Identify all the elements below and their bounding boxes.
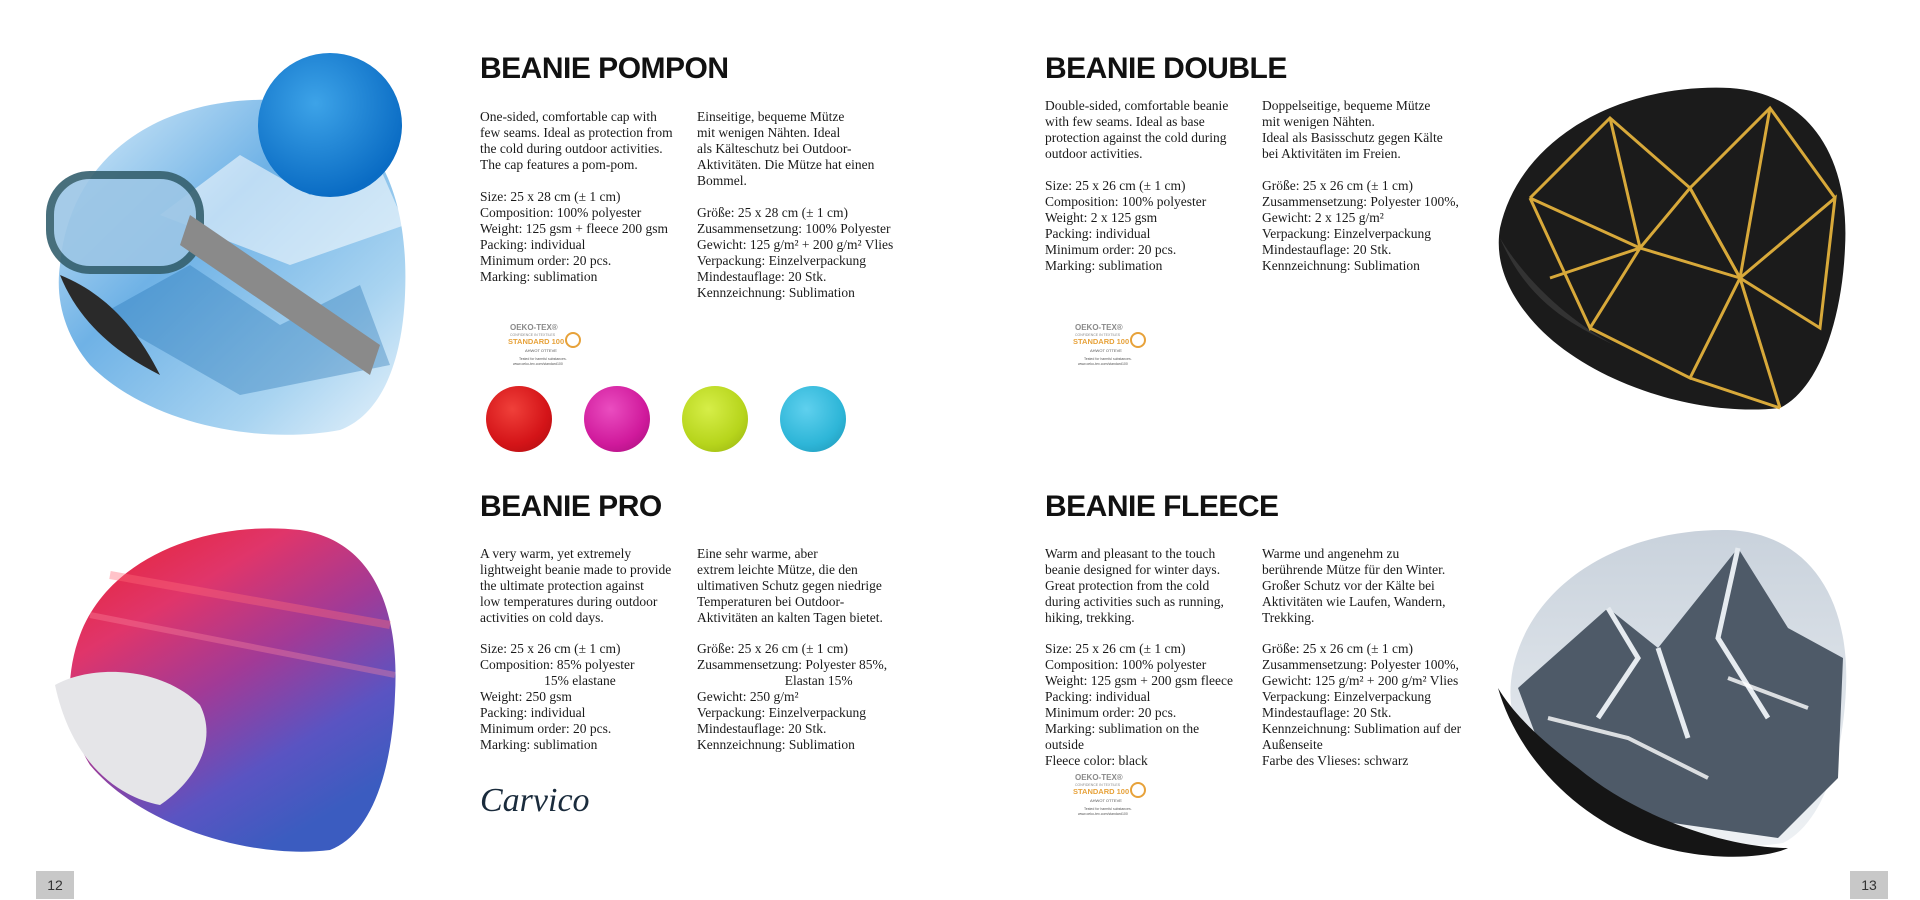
spec-line: Verpackung: Einzelverpackung (697, 705, 867, 720)
spec-line: Minimum order: 20 pcs. (480, 253, 612, 268)
beanie-pompon-image (40, 35, 440, 450)
spec-line: Mindestauflage: 20 Stk. (1262, 705, 1392, 720)
oeko-line-5: Tested for harmful substances. (1084, 807, 1132, 811)
spec-line: Marking: sublimation (480, 269, 598, 284)
spec-line: Size: 25 x 26 cm (± 1 cm) (1045, 178, 1186, 193)
spec-line: Farbe des Vlieses: schwarz (1262, 753, 1409, 768)
spec-line: Fleece color: black (1045, 753, 1148, 768)
spec-line: Gewicht: 250 g/m² (697, 689, 799, 704)
spec-line: Größe: 25 x 26 cm (± 1 cm) (697, 641, 848, 656)
oeko-line-4: AHWOT OTTEVE (525, 348, 557, 353)
spec-line: Packing: individual (480, 705, 586, 720)
spec-line: Größe: 25 x 26 cm (± 1 cm) (1262, 178, 1413, 193)
beanie-double-specs-de (1262, 178, 1459, 274)
spec-line: Verpackung: Einzelverpackung (1262, 226, 1432, 241)
spec-line: Zusammensetzung: Polyester 100%, (1262, 194, 1459, 209)
spec-line: Kennzeichnung: Sublimation (1262, 258, 1420, 273)
oeko-line-6: www.oeko-tex.com/standard100 (513, 362, 563, 366)
spec-line: Weight: 2 x 125 gsm (1045, 210, 1158, 225)
page-number-right: 13 (1850, 871, 1888, 899)
beanie-fleece-title: BEANIE FLEECE (1045, 490, 1279, 523)
spec-line: Packing: individual (480, 237, 586, 252)
spec-line: Zusammensetzung: 100% Polyester (697, 221, 891, 236)
beanie-pompon-description-en: One-sided, comfortable cap with few seams. Ideal as protection from the cold during outdoor activities. The cap features a pom-pom. (480, 109, 673, 172)
beanie-double-description-en: Double-sided, comfortable beanie with few seams. Ideal as base protection against the cold during outdoor activities. (1045, 98, 1229, 161)
spec-line: Minimum order: 20 pcs. (480, 721, 612, 736)
oeko-line-1: OEKO-TEX® (510, 323, 558, 332)
spec-line: Marking: sublimation (480, 737, 598, 752)
beanie-double-image (1490, 78, 1860, 418)
spec-line: Zusammensetzung: Polyester 100%, (1262, 657, 1459, 672)
beanie-fleece-specs-en (1045, 641, 1233, 769)
beanie-double-title: BEANIE DOUBLE (1045, 52, 1287, 85)
spec-line: outside (1045, 737, 1084, 752)
spec-line: Weight: 125 gsm + 200 gsm fleece (1045, 673, 1233, 688)
spec-line: Minimum order: 20 pcs. (1045, 705, 1177, 720)
pompom-swatch-cyan (780, 386, 846, 452)
spec-line: Marking: sublimation on the (1045, 721, 1200, 736)
spec-line: Gewicht: 125 g/m² + 200 g/m² Vlies (1262, 673, 1459, 688)
oeko-line-2: CONFIDENCE IN TEXTILES (510, 333, 556, 337)
oeko-line-3: STANDARD 100 (1073, 337, 1130, 346)
oeko-line-1: OEKO-TEX® (1075, 323, 1123, 332)
oeko-line-2: CONFIDENCE IN TEXTILES (1075, 783, 1121, 787)
oeko-line-2: CONFIDENCE IN TEXTILES (1075, 333, 1121, 337)
spec-line: 15% elastane (480, 673, 616, 688)
spec-line: Mindestauflage: 20 Stk. (697, 269, 827, 284)
spec-line: Größe: 25 x 28 cm (± 1 cm) (697, 205, 848, 220)
spec-line: Verpackung: Einzelverpackung (1262, 689, 1432, 704)
beanie-fleece-description-en: Warm and pleasant to the touch beanie designed for winter days. Great protection from the cold during activities such as running, hiking, trekking. (1045, 546, 1224, 625)
spec-line: Size: 25 x 28 cm (± 1 cm) (480, 189, 621, 204)
spec-line: Gewicht: 2 x 125 g/m² (1262, 210, 1384, 225)
spec-line: Composition: 85% polyester (480, 657, 635, 672)
beanie-fleece-description-de: Warme und angenehm zu berührende Mütze für den Winter. Großer Schutz vor der Kälte bei Aktivitäten wie Laufen, Wandern, Trekking. (1262, 546, 1446, 625)
beanie-fleece-specs-de (1262, 641, 1461, 769)
spec-line: Packing: individual (1045, 226, 1151, 241)
beanie-pompon-specs-de (697, 205, 893, 301)
spec-line: Marking: sublimation (1045, 258, 1163, 273)
oeko-line-4: AHWOT OTTEVE (1090, 348, 1122, 353)
spec-line: Composition: 100% polyester (1045, 657, 1207, 672)
spec-line: Packing: individual (1045, 689, 1151, 704)
beanie-fleece-image (1488, 518, 1858, 863)
spec-line: Weight: 125 gsm + fleece 200 gsm (480, 221, 668, 236)
page-number-left: 12 (36, 871, 74, 899)
pompom-swatch-magenta (584, 386, 650, 452)
oeko-tex-badge (1070, 772, 1160, 822)
oeko-line-6: www.oeko-tex.com/standard100 (1078, 812, 1128, 816)
beanie-double-description-de: Doppelseitige, bequeme Mütze mit wenigen Nähten. Ideal als Basisschutz gegen Kälte bei Aktivitäten im Freien. (1262, 98, 1443, 161)
beanie-double-specs-en (1045, 178, 1206, 274)
beanie-pro-specs-en (480, 641, 635, 753)
beanie-pro-description-de: Eine sehr warme, aber extrem leichte Mütze, die den ultimativen Schutz gegen niedrige Temperaturen bei Outdoor- Aktivitäten an kalten Tagen bietet. (697, 546, 883, 625)
spec-line: Größe: 25 x 26 cm (± 1 cm) (1262, 641, 1413, 656)
oeko-tex-badge (1070, 322, 1160, 372)
oeko-line-3: STANDARD 100 (508, 337, 565, 346)
spec-line: Elastan 15% (697, 673, 853, 688)
oeko-line-6: www.oeko-tex.com/standard100 (1078, 362, 1128, 366)
oeko-line-1: OEKO-TEX® (1075, 773, 1123, 782)
spec-line: Verpackung: Einzelverpackung (697, 253, 867, 268)
spec-line: Mindestauflage: 20 Stk. (1262, 242, 1392, 257)
beanie-pro-description-en: A very warm, yet extremely lightweight beanie made to provide the ultimate protection against low temperatures during outdoor activities on cold days. (480, 546, 672, 625)
pompom-swatch-red (486, 386, 552, 452)
oeko-line-5: Tested for harmful substances. (1084, 357, 1132, 361)
spec-line: Mindestauflage: 20 Stk. (697, 721, 827, 736)
pompom-swatch-lime (682, 386, 748, 452)
spec-line: Kennzeichnung: Sublimation auf der (1262, 721, 1462, 736)
oeko-line-4: AHWOT OTTEVE (1090, 798, 1122, 803)
beanie-pro-image (50, 515, 410, 855)
spec-line: Kennzeichnung: Sublimation (697, 285, 855, 300)
spec-line: Composition: 100% polyester (1045, 194, 1207, 209)
spec-line: Zusammensetzung: Polyester 85%, (697, 657, 888, 672)
beanie-pompon-description-de: Einseitige, bequeme Mütze mit wenigen Nähten. Ideal als Kälteschutz bei Outdoor- Aktivitäten. Die Mütze hat einen Bommel. (697, 109, 875, 188)
oeko-line-3: STANDARD 100 (1073, 787, 1130, 796)
spec-line: Gewicht: 125 g/m² + 200 g/m² Vlies (697, 237, 894, 252)
beanie-pompon-title: BEANIE POMPON (480, 52, 729, 85)
spec-line: Size: 25 x 26 cm (± 1 cm) (1045, 641, 1186, 656)
beanie-pro-specs-de (697, 641, 887, 753)
oeko-line-5: Tested for harmful substances. (519, 357, 567, 361)
carvico-logo (480, 782, 590, 820)
beanie-pompon-specs-en (480, 189, 668, 285)
carvico-logo-text: Carvico (480, 782, 590, 819)
spec-line: Kennzeichnung: Sublimation (697, 737, 855, 752)
spec-line: Weight: 250 gsm (480, 689, 572, 704)
spec-line: Composition: 100% polyester (480, 205, 642, 220)
beanie-pro-title: BEANIE PRO (480, 490, 662, 523)
spec-line: Außenseite (1262, 737, 1323, 752)
spec-line: Minimum order: 20 pcs. (1045, 242, 1177, 257)
oeko-tex-badge (505, 322, 595, 372)
spec-line: Size: 25 x 26 cm (± 1 cm) (480, 641, 621, 656)
